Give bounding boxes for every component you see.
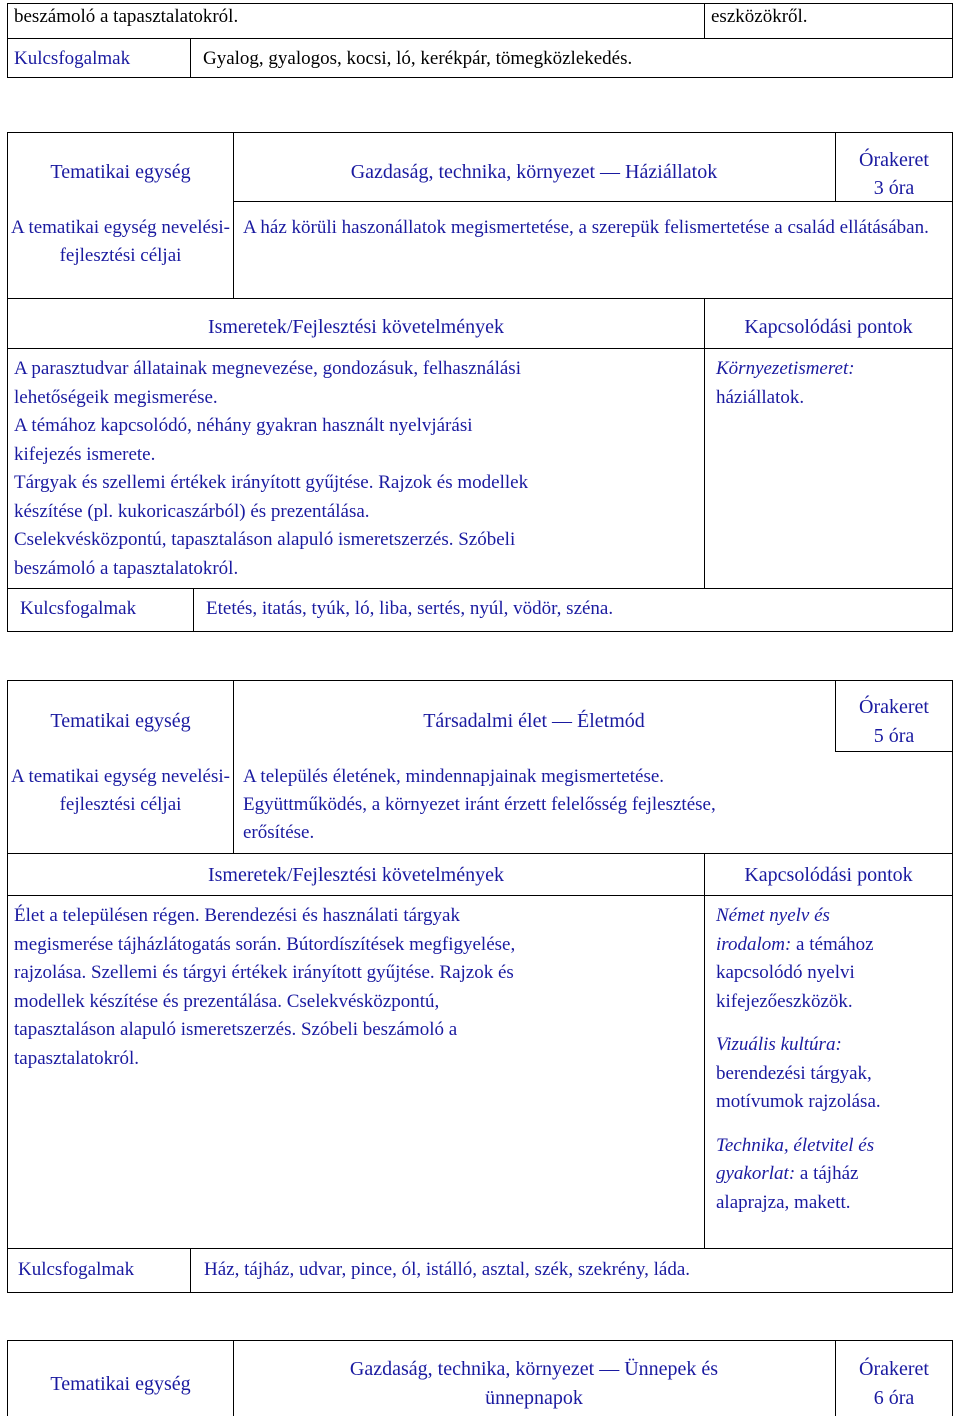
tematikai-egyseg-label: Tematikai egység bbox=[50, 710, 191, 732]
kulcsfogalmak-label: Kulcsfogalmak bbox=[14, 48, 131, 69]
tematikai-egyseg-label: Tematikai egység bbox=[50, 161, 191, 183]
continued-text-right: eszközökről. bbox=[711, 6, 808, 27]
continued-text: beszámoló a tapasztalatokról. bbox=[14, 6, 239, 27]
kulcsfogalmak-text: Etetés, itatás, tyúk, ló, liba, sertés, nyúl, vödör, széna. bbox=[206, 598, 614, 619]
section-title: Gazdaság, technika, környezet — Ünnepek és ünnepnapok bbox=[349, 1358, 719, 1409]
kulcsfogalmak-text: Ház, tájház, udvar, pince, ól, istálló, asztal, szék, szekrény, láda. bbox=[204, 1259, 691, 1280]
celjai-text: A ház körüli haszonállatok megismertetése, a szerepük felismertetése a család ellátásában. bbox=[243, 217, 929, 238]
kapcsolodasi-label: Kapcsolódási pontok bbox=[744, 864, 913, 886]
kulcsfogalmak-label: Kulcsfogalmak bbox=[20, 598, 137, 619]
ismeretek-label: Ismeretek/Fejlesztési követelmények bbox=[207, 864, 504, 886]
kapcsolodasi-label: Kapcsolódási pontok bbox=[744, 316, 913, 338]
orakeret-label: Órakeret bbox=[859, 149, 929, 171]
kapcsolodasi-text: Német nyelv és irodalom: a témához kapcsolódó nyelvi kifejezőeszközök. Vizuális kultúra: berendezési tárgyak, motívumok rajzolása. Technika, életvitel és gyakorlat: a tájház alaprajza, makett. bbox=[716, 905, 881, 1213]
kapcsolodasi-text: Környezetismeret: háziállatok. bbox=[716, 358, 855, 408]
kulcsfogalmak-text: Gyalog, gyalogos, kocsi, ló, kerékpár, tömegközlekedés. bbox=[203, 48, 633, 69]
orakeret-value: 6 óra bbox=[873, 1387, 915, 1409]
orakeret-label: Órakeret bbox=[859, 696, 929, 718]
orakeret-value: 3 óra bbox=[873, 177, 915, 199]
ismeretek-text: Élet a településen régen. Berendezési és használati tárgyak megismerése tájházlátogatás során. Bútordíszítések megfigyelése, rajzolása. Szellemi és tárgyi értékek irányított gyűjtése. Rajzok és modellek készítése és prezentálása. Cselekvésközpontú, tapasztaláson alapuló ismeretszerzés. Szóbeli beszámoló a tapasztalatokról. bbox=[14, 905, 516, 1069]
tematikai-egyseg-label: Tematikai egység bbox=[50, 1373, 191, 1395]
section-title: Társadalmi élet — Életmód bbox=[423, 710, 645, 732]
orakeret-value: 5 óra bbox=[873, 725, 915, 747]
section-title: Gazdaság, technika, környezet — Háziállatok bbox=[350, 161, 718, 183]
kulcsfogalmak-label: Kulcsfogalmak bbox=[18, 1259, 135, 1280]
ismeretek-label: Ismeretek/Fejlesztési követelmények bbox=[207, 316, 504, 338]
celjai-label: A tematikai egység nevelési-fejlesztési céljai bbox=[11, 766, 230, 815]
ismeretek-text: A parasztudvar állatainak megnevezése, gondozásuk, felhasználási lehetőségeik megismerése. A témához kapcsolódó, néhány gyakran használt nyelvjárási kifejezés ismerete. Tárgyak és szellemi értékek irányított gyűjtése. Rajzok és modellek készítése (pl. kukoricaszárból) és prezentálása. Cselekvésközpontú, tapasztaláson alapuló ismeretszerzés. Szóbeli beszámoló a tapasztalatokról. bbox=[14, 358, 529, 579]
celjai-label: A tematikai egység nevelési-fejlesztési céljai bbox=[11, 217, 230, 266]
orakeret-label: Órakeret bbox=[859, 1358, 929, 1380]
celjai-text: A település életének, mindennapjainak megismertetése. Együttműködés, a környezet iránt érzett felelősség fejlesztése, erősítése. bbox=[243, 766, 716, 843]
